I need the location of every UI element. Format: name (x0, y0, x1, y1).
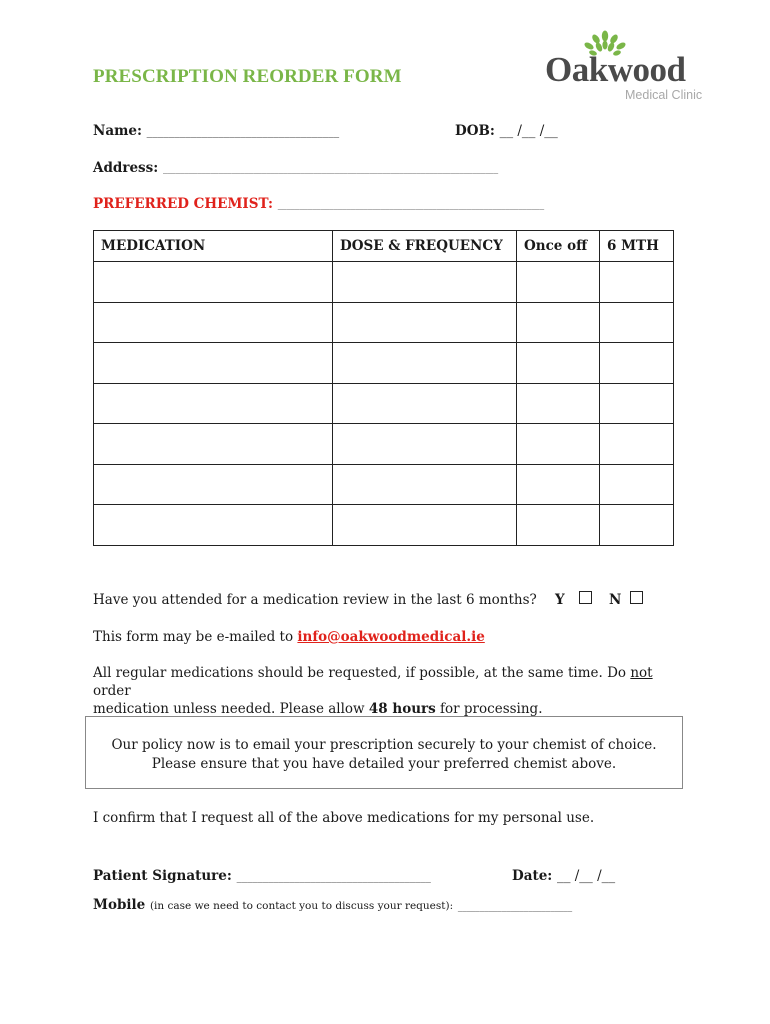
table-row (94, 302, 674, 343)
date-field[interactable]: __ /__ /__ (556, 868, 616, 884)
notice-not: not (630, 665, 653, 681)
medication-table (93, 230, 674, 546)
table-body (94, 262, 674, 546)
col-medication: MEDICATION (94, 231, 333, 262)
col-once-off: Once off (517, 231, 600, 262)
date-label: Date: (512, 868, 553, 884)
signature-row (93, 868, 431, 884)
name-field[interactable]: ___________________________________ (146, 125, 340, 138)
dose-frequency-cell[interactable] (333, 302, 517, 343)
dose-frequency-cell[interactable] (333, 464, 517, 505)
medication-cell[interactable] (94, 262, 333, 303)
6-month-cell[interactable] (600, 302, 674, 343)
dob-field[interactable]: __ /__ /__ (499, 123, 558, 139)
address-label: Address: (93, 160, 159, 176)
mobile-row (93, 897, 572, 913)
chemist-label: PREFERRED CHEMIST: (93, 196, 274, 212)
6-month-cell[interactable] (600, 343, 674, 384)
clinic-logo (545, 30, 715, 105)
chemist-field[interactable]: ______________________________________________________________ (277, 201, 545, 211)
policy-line1: Our policy now is to email your prescription securely to your chemist of choice. (111, 737, 657, 753)
dose-frequency-cell[interactable] (333, 343, 517, 384)
date-row (512, 868, 615, 884)
notice-hours: 48 hours (368, 701, 436, 717)
6-month-cell[interactable] (600, 383, 674, 424)
yes-label: Y (555, 592, 565, 608)
dose-frequency-cell[interactable] (333, 505, 517, 546)
no-checkbox[interactable] (630, 591, 643, 604)
medication-cell[interactable] (94, 302, 333, 343)
notice-part4: for processing. (440, 701, 543, 717)
6-month-cell[interactable] (600, 424, 674, 465)
col-dose-frequency: DOSE & FREQUENCY (333, 231, 517, 262)
policy-line2: Please ensure that you have detailed your preferred chemist above. (151, 756, 617, 772)
dob-label: DOB: (455, 123, 495, 139)
once-off-cell[interactable] (517, 464, 600, 505)
notice-part1: All regular medications should be requested, if possible, at the same time. Do (93, 665, 627, 681)
once-off-cell[interactable] (517, 343, 600, 384)
medication-cell[interactable] (94, 343, 333, 384)
table-row (94, 343, 674, 384)
6-month-cell[interactable] (600, 505, 674, 546)
table-row (94, 262, 674, 303)
table-header-row (94, 231, 674, 262)
policy-box (85, 716, 683, 789)
once-off-cell[interactable] (517, 424, 600, 465)
signature-field[interactable]: _____________________________________ (236, 871, 431, 883)
dose-frequency-cell[interactable] (333, 424, 517, 465)
6-month-cell[interactable] (600, 464, 674, 505)
dob-row (455, 123, 558, 139)
table-row (94, 383, 674, 424)
once-off-cell[interactable] (517, 302, 600, 343)
medication-cell[interactable] (94, 383, 333, 424)
mobile-label: Mobile (93, 897, 146, 913)
dose-frequency-cell[interactable] (333, 383, 517, 424)
no-label: N (609, 592, 622, 608)
signature-label: Patient Signature: (93, 868, 232, 884)
name-row (93, 123, 339, 139)
form-title: PRESCRIPTION REORDER FORM (93, 66, 402, 87)
name-label: Name: (93, 123, 142, 139)
notice-part3: medication unless needed. Please allow (93, 701, 365, 717)
notice-part2: order (93, 683, 131, 699)
review-row (93, 591, 693, 609)
col-6-month: 6 MTH (600, 231, 674, 262)
email-text: This form may be e-mailed to (93, 629, 294, 645)
chemist-row (93, 196, 544, 212)
mobile-field[interactable]: __________________________ (457, 902, 573, 912)
dose-frequency-cell[interactable] (333, 262, 517, 303)
confirm-text: I confirm that I request all of the above medications for my personal use. (93, 810, 595, 826)
email-link[interactable]: info@oakwoodmedical.ie (297, 629, 485, 645)
notice-paragraph (93, 664, 693, 718)
email-row (93, 628, 485, 646)
medication-cell[interactable] (94, 464, 333, 505)
medication-cell[interactable] (94, 424, 333, 465)
mobile-note: (in case we need to contact you to discuss your request): (149, 900, 454, 912)
logo-subtitle: Medical Clinic (625, 88, 703, 102)
once-off-cell[interactable] (517, 262, 600, 303)
once-off-cell[interactable] (517, 383, 600, 424)
review-question: Have you attended for a medication review in the last 6 months? (93, 592, 537, 608)
logo-wordmark: Oakwood (545, 50, 686, 89)
table-row (94, 464, 674, 505)
yes-checkbox[interactable] (579, 591, 592, 604)
medication-cell[interactable] (94, 505, 333, 546)
table-row (94, 424, 674, 465)
table-row (94, 505, 674, 546)
once-off-cell[interactable] (517, 505, 600, 546)
address-row (93, 160, 498, 176)
address-field[interactable]: ______________________________________________________________________________ (162, 165, 499, 175)
6-month-cell[interactable] (600, 262, 674, 303)
